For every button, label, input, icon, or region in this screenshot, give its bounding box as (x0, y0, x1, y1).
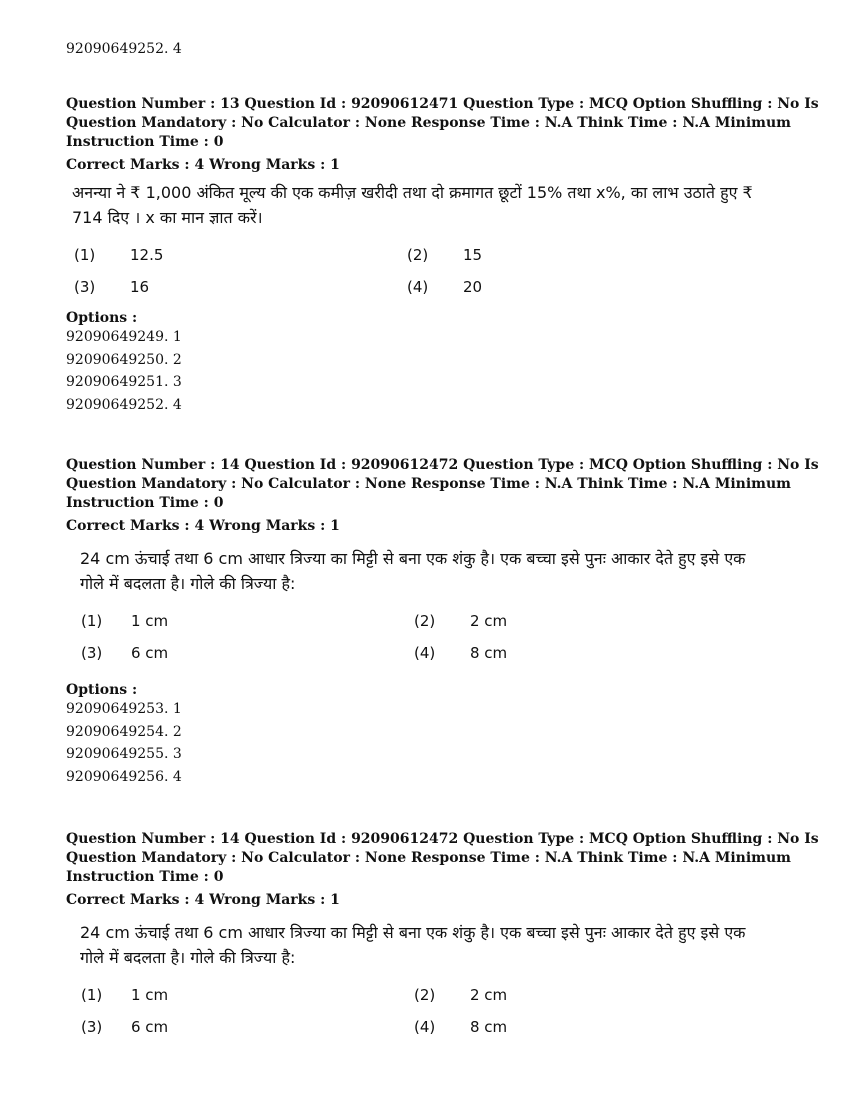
answer-choice (414, 642, 747, 664)
choice-number: (1) (81, 986, 103, 1004)
answer-choice (407, 244, 740, 266)
choice-number: (4) (414, 644, 436, 662)
choice-text: 2 cm (470, 612, 508, 630)
option-id: 92090649256. 4 (66, 768, 182, 785)
question-meta-line: Instruction Time : 0 (66, 134, 224, 150)
choice-number: (1) (81, 612, 103, 630)
answer-choice (74, 244, 407, 266)
question-meta-line: Question Number : 13 Question Id : 92090612471 Question Type : MCQ Option Shuffling : No Is (66, 96, 819, 112)
choice-text: 20 (463, 278, 483, 296)
question-block (66, 830, 819, 1038)
answer-choice (407, 276, 740, 298)
choice-number: (1) (74, 246, 96, 264)
option-id: 92090649255. 3 (66, 746, 182, 762)
question-marks: Correct Marks : 4 Wrong Marks : 1 (66, 892, 340, 908)
answer-choices (66, 610, 766, 664)
question-text: 24 cm ऊंचाई तथा 6 cm आधार त्रिज्या का मिट्टी से बना एक शंकु है। एक बच्चा इसे पुनः आकार देते हुए इसे एक गोले में बदलता है। गोले की त्रिज्या है: (80, 549, 746, 593)
answer-choices (66, 984, 766, 1038)
choice-text: 12.5 (130, 246, 164, 264)
choice-number: (3) (81, 1018, 103, 1036)
question-block (66, 456, 819, 788)
answer-choice (81, 610, 414, 632)
question-meta-line: Question Mandatory : No Calculator : None Response Time : N.A Think Time : N.A Minimum (66, 115, 791, 131)
choice-number: (3) (81, 644, 103, 662)
option-id: 92090649249. 1 (66, 329, 182, 345)
answer-choice (81, 642, 414, 664)
option-id: 92090649254. 2 (66, 723, 182, 740)
question-meta-line: Question Number : 14 Question Id : 92090612472 Question Type : MCQ Option Shuffling : No Is (66, 457, 819, 473)
choice-text: 6 cm (131, 644, 169, 662)
options-heading: Options : (66, 682, 138, 698)
question-text: 24 cm ऊंचाई तथा 6 cm आधार त्रिज्या का मिट्टी से बना एक शंकु है। एक बच्चा इसे पुनः आकार देते हुए इसे एक गोले में बदलता है। गोले की त्रिज्या है: (80, 923, 746, 967)
answer-choice (414, 610, 747, 632)
choice-number: (2) (414, 986, 436, 1004)
answer-choice (414, 984, 747, 1006)
answer-choice (74, 276, 407, 298)
choice-number: (4) (407, 278, 429, 296)
choice-text: 16 (130, 278, 150, 296)
option-id: 92090649252. 4 (66, 396, 182, 413)
question-marks: Correct Marks : 4 Wrong Marks : 1 (66, 518, 340, 534)
answer-choices (66, 244, 766, 298)
answer-choice (414, 1016, 747, 1038)
question-meta-line: Question Number : 14 Question Id : 92090612472 Question Type : MCQ Option Shuffling : No Is (66, 831, 819, 847)
choice-number: (2) (407, 246, 429, 264)
question-meta-line: Instruction Time : 0 (66, 869, 224, 885)
choice-number: (4) (414, 1018, 436, 1036)
previous-option-line: 92090649252. 4 (66, 41, 182, 57)
answer-choice (81, 1016, 414, 1038)
question-meta-line: Instruction Time : 0 (66, 495, 224, 511)
options-list (66, 326, 766, 416)
choice-number: (3) (74, 278, 96, 296)
choice-text: 1 cm (131, 612, 169, 630)
options-heading: Options : (66, 310, 138, 326)
question-marks: Correct Marks : 4 Wrong Marks : 1 (66, 157, 340, 173)
question-block (66, 95, 819, 416)
choice-text: 6 cm (131, 1018, 169, 1036)
options-list (66, 698, 766, 788)
choice-text: 2 cm (470, 986, 508, 1004)
question-meta-line: Question Mandatory : No Calculator : None Response Time : N.A Think Time : N.A Minimum (66, 476, 791, 492)
answer-choice (81, 984, 414, 1006)
choice-text: 8 cm (470, 644, 508, 662)
option-id: 92090649251. 3 (66, 374, 182, 390)
question-text: अनन्या ने ₹ 1,000 अंकित मूल्य की एक कमीज़ खरीदी तथा दो क्रमागत छूटों 15% तथा x%, का लाभ उठाते हुए ₹ 714 दिए । x का मान ज्ञात करें। (72, 183, 753, 227)
choice-number: (2) (414, 612, 436, 630)
question-meta-line: Question Mandatory : No Calculator : None Response Time : N.A Think Time : N.A Minimum (66, 850, 791, 866)
choice-text: 1 cm (131, 986, 169, 1004)
choice-text: 15 (463, 246, 483, 264)
option-id: 92090649253. 1 (66, 701, 182, 717)
option-id: 92090649250. 2 (66, 351, 182, 368)
choice-text: 8 cm (470, 1018, 508, 1036)
